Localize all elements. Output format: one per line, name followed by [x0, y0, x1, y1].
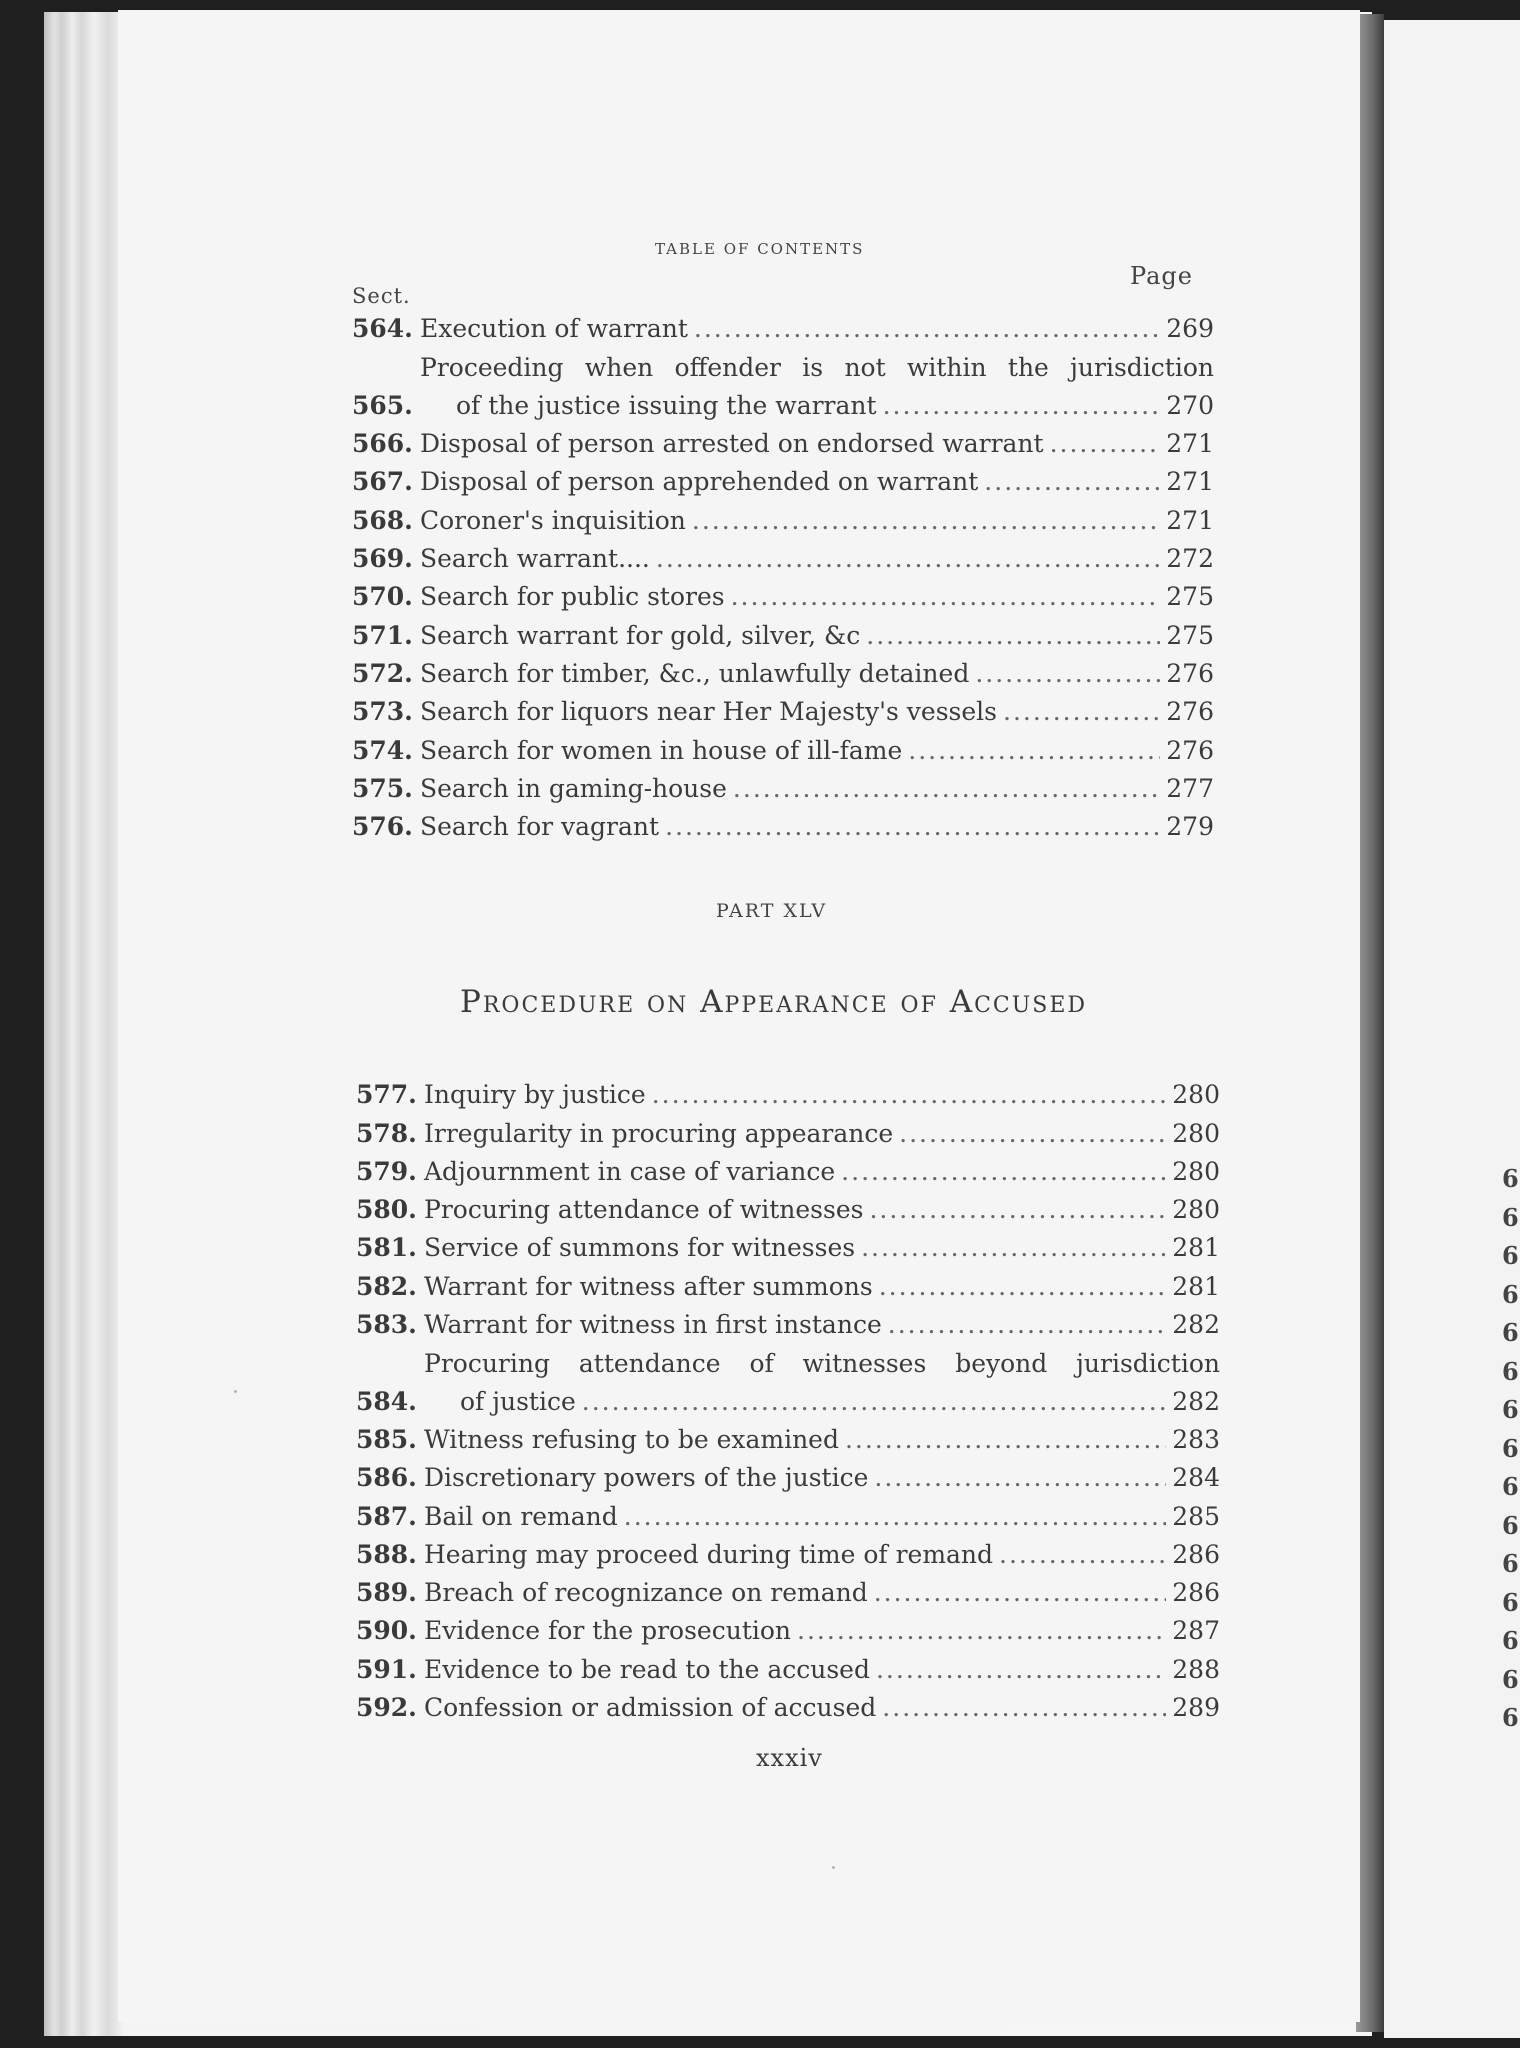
- entry-title-line: [420, 693, 1214, 731]
- entry-title-line: [424, 1651, 1220, 1689]
- section-number: 586.: [356, 1463, 417, 1493]
- entry-title-block: [420, 310, 1214, 348]
- entry-title-line: [420, 425, 1214, 463]
- entry-title-line: [424, 1153, 1220, 1191]
- entry-title-block: [420, 578, 1214, 616]
- page-column-head: Page: [1130, 262, 1193, 290]
- page-number: 286: [1172, 1539, 1220, 1569]
- page-number: 281: [1172, 1233, 1220, 1263]
- dot-leader: [731, 578, 1160, 616]
- section-column-head: Sect.: [352, 284, 411, 308]
- dot-leader: [692, 502, 1160, 540]
- page-number: 285: [1172, 1501, 1220, 1531]
- contents-entry: [356, 1650, 1220, 1688]
- entry-title-line: [420, 808, 1214, 846]
- contents-entry: [356, 1574, 1220, 1612]
- entry-title-line: [424, 1115, 1220, 1153]
- entry-title: Coroner's inquisition: [420, 505, 686, 535]
- page-number: 275: [1166, 582, 1214, 612]
- entry-title: Inquiry by justice: [424, 1080, 646, 1110]
- page-number: 269: [1166, 314, 1214, 344]
- entry-title-block: [424, 1345, 1220, 1421]
- dot-leader: [999, 1536, 1166, 1574]
- page-number: 271: [1166, 467, 1214, 497]
- contents-entry: [352, 616, 1214, 654]
- contents-entry: [356, 1421, 1220, 1459]
- entry-title: Search in gaming-house: [420, 773, 727, 803]
- dot-leader: [984, 463, 1160, 501]
- contents-list-top: [352, 310, 1214, 846]
- page-number: 280: [1172, 1195, 1220, 1225]
- contents-entry: [352, 540, 1214, 578]
- section-number: 589.: [356, 1578, 417, 1608]
- page-number: 270: [1166, 390, 1214, 420]
- entry-title-line: [424, 1574, 1220, 1612]
- entry-title-block: [420, 617, 1214, 655]
- page-number: 280: [1172, 1118, 1220, 1148]
- adjacent-page-fragment: 6: [1502, 1318, 1519, 1347]
- dot-leader: [876, 1651, 1166, 1689]
- dot-leader: [841, 1153, 1166, 1191]
- entry-title-block: [424, 1421, 1220, 1459]
- entry-title-line: [420, 732, 1214, 770]
- adjacent-page-fragment: 6: [1502, 1510, 1519, 1540]
- page-number: 271: [1166, 429, 1214, 459]
- section-number: 579.: [356, 1156, 417, 1186]
- contents-entry: [356, 1076, 1220, 1114]
- section-number: 578.: [356, 1118, 417, 1148]
- entry-title-line: [420, 540, 1214, 578]
- section-number: 591.: [356, 1654, 417, 1684]
- contents-entry: [356, 1344, 1220, 1421]
- entry-title-block: [420, 808, 1214, 846]
- entry-title-line: [420, 463, 1214, 501]
- paper-speck: [234, 1390, 237, 1393]
- page-number: 283: [1172, 1424, 1220, 1454]
- entry-title-block: [420, 502, 1214, 540]
- contents-entry: [352, 770, 1214, 808]
- entry-title: Search for public stores: [420, 582, 725, 612]
- entry-title-block: [424, 1574, 1220, 1612]
- entry-title-block: [424, 1689, 1220, 1727]
- section-number: 573.: [352, 697, 413, 727]
- entry-title: of the justice issuing the warrant: [456, 390, 877, 420]
- dot-leader: [624, 1498, 1166, 1536]
- dot-leader: [874, 1574, 1166, 1612]
- section-number: 590.: [356, 1616, 417, 1646]
- entry-title-block: [420, 425, 1214, 463]
- page-number: 287: [1172, 1616, 1220, 1646]
- entry-title-block: [424, 1536, 1220, 1574]
- entry-title-line: [424, 1536, 1220, 1574]
- page-number: 284: [1172, 1463, 1220, 1493]
- section-number: 572.: [352, 658, 413, 688]
- section-number: 577.: [356, 1080, 417, 1110]
- section-number: 581.: [356, 1233, 417, 1263]
- entry-title-block: [424, 1115, 1220, 1153]
- contents-entry: [356, 1459, 1220, 1497]
- adjacent-page-fragment: 6: [1502, 1626, 1519, 1655]
- adjacent-page-fragment: 6: [1502, 1202, 1519, 1232]
- entry-title: Procuring attendance of witnesses: [424, 1195, 864, 1225]
- part-label: PART XLV: [716, 900, 828, 922]
- entry-title-line: Proceeding when offender is not within the jurisdiction: [420, 352, 1214, 382]
- entry-title-line: [424, 1459, 1220, 1497]
- page-number: 271: [1166, 505, 1214, 535]
- section-number: 571.: [352, 620, 413, 650]
- contents-entry: [356, 1612, 1220, 1650]
- entry-title: Confession or admission of accused: [424, 1693, 877, 1723]
- adjacent-page-fragment: 6: [1502, 1356, 1519, 1386]
- contents-entry: [352, 463, 1214, 501]
- dot-leader: [861, 1229, 1166, 1267]
- dot-leader: [665, 808, 1160, 846]
- contents-list-bottom: [356, 1076, 1220, 1727]
- entry-title: Bail on remand: [424, 1501, 618, 1531]
- section-number: 582.: [356, 1271, 417, 1301]
- section-number: 570.: [352, 582, 413, 612]
- entry-title: Hearing may proceed during time of remand: [424, 1539, 994, 1569]
- entry-title: Warrant for witness after summons: [424, 1271, 873, 1301]
- contents-entry: [356, 1153, 1220, 1191]
- dot-leader: [733, 770, 1160, 808]
- entry-title-block: [424, 1076, 1220, 1114]
- entry-title-line: [424, 1191, 1220, 1229]
- section-number: 565.: [352, 390, 413, 420]
- entry-title-line: [424, 1268, 1220, 1306]
- entry-title: of justice: [460, 1386, 576, 1416]
- entry-title: Evidence to be read to the accused: [424, 1654, 870, 1684]
- entry-title-line: [420, 578, 1214, 616]
- entry-title: Evidence for the prosecution: [424, 1616, 792, 1646]
- page-number: 280: [1172, 1156, 1220, 1186]
- contents-entry: [356, 1229, 1220, 1267]
- entry-title-block: [424, 1459, 1220, 1497]
- entry-title-line: [420, 617, 1214, 655]
- entry-title-block: [424, 1498, 1220, 1536]
- entry-title-block: [424, 1612, 1220, 1650]
- entry-title: Service of summons for witnesses: [424, 1233, 856, 1263]
- contents-entry: [352, 501, 1214, 539]
- adjacent-page-fragment: 6: [1502, 1164, 1519, 1193]
- entry-title-block: [420, 540, 1214, 578]
- entry-title-line: [424, 1076, 1220, 1114]
- dot-leader: [652, 1076, 1166, 1114]
- binding-gutter: [1356, 14, 1384, 2032]
- contents-entry: [352, 808, 1214, 846]
- entry-title: Search for vagrant: [420, 812, 660, 842]
- entry-title: Adjournment in case of variance: [424, 1156, 836, 1186]
- contents-entry: [352, 731, 1214, 769]
- page-number: 277: [1166, 773, 1214, 803]
- adjacent-page-fragment: 6: [1502, 1587, 1519, 1617]
- contents-entry: [356, 1306, 1220, 1344]
- adjacent-page-fragment: 6: [1502, 1664, 1519, 1694]
- dot-leader: [582, 1383, 1166, 1421]
- dot-leader: [656, 540, 1160, 578]
- section-number: 574.: [352, 735, 413, 765]
- entry-title-line: [424, 1612, 1220, 1650]
- dot-leader: [694, 310, 1160, 348]
- adjacent-page-fragment: 6: [1502, 1279, 1519, 1309]
- section-number: 569.: [352, 544, 413, 574]
- adjacent-page-fragment: 6: [1502, 1703, 1519, 1732]
- page-number: 288: [1172, 1654, 1220, 1684]
- dot-leader: [899, 1115, 1166, 1153]
- section-number: 584.: [356, 1386, 417, 1416]
- entry-title-block: [420, 349, 1214, 425]
- contents-entry: [352, 348, 1214, 425]
- entry-title-block: [424, 1191, 1220, 1229]
- contents-entry: [352, 310, 1214, 348]
- page-number: 289: [1172, 1693, 1220, 1723]
- entry-title-line: [420, 502, 1214, 540]
- entry-title: Warrant for witness in first instance: [424, 1310, 882, 1340]
- contents-entry: [356, 1536, 1220, 1574]
- dot-leader: [845, 1421, 1166, 1459]
- entry-title-line: [420, 310, 1214, 348]
- page-number: 275: [1166, 620, 1214, 650]
- dot-leader: [874, 1459, 1166, 1497]
- page-number: 282: [1172, 1386, 1220, 1416]
- contents-entry: [352, 578, 1214, 616]
- entry-title-block: [420, 655, 1214, 693]
- contents-entry: [356, 1497, 1220, 1535]
- page-number: 276: [1166, 735, 1214, 765]
- contents-entry: [352, 425, 1214, 463]
- section-number: 588.: [356, 1539, 417, 1569]
- dot-leader: [888, 1306, 1166, 1344]
- entry-title-block: [420, 732, 1214, 770]
- page-number: 286: [1172, 1578, 1220, 1608]
- section-number: 564.: [352, 314, 413, 344]
- section-number: 576.: [352, 812, 413, 842]
- entry-title-line: [424, 1498, 1220, 1536]
- entry-title-line: [420, 770, 1214, 808]
- contents-entry: [356, 1191, 1220, 1229]
- running-head: TABLE OF CONTENTS: [655, 240, 865, 258]
- page-number: 276: [1166, 658, 1214, 688]
- contents-entry: [352, 655, 1214, 693]
- page-number: 282: [1172, 1310, 1220, 1340]
- entry-title-block: [424, 1153, 1220, 1191]
- section-number: 583.: [356, 1310, 417, 1340]
- entry-title-line: [420, 655, 1214, 693]
- entry-title: Breach of recognizance on remand: [424, 1578, 868, 1608]
- contents-entry: [352, 693, 1214, 731]
- section-number: 585.: [356, 1424, 417, 1454]
- page-number: 276: [1166, 697, 1214, 727]
- dot-leader: [882, 1689, 1166, 1727]
- adjacent-page-edge: [1384, 20, 1520, 2038]
- entry-title: Search warrant....: [420, 544, 650, 574]
- section-number: 575.: [352, 773, 413, 803]
- entry-title-line: [424, 1306, 1220, 1344]
- paper-speck: [832, 1866, 835, 1869]
- dot-leader: [1050, 425, 1160, 463]
- section-number: 587.: [356, 1501, 417, 1531]
- entry-title-block: [420, 770, 1214, 808]
- entry-title: Disposal of person apprehended on warrant: [420, 467, 979, 497]
- section-number: 567.: [352, 467, 413, 497]
- adjacent-page-fragment: 6: [1502, 1549, 1519, 1578]
- adjacent-page-fragment: 6: [1502, 1433, 1519, 1463]
- entry-title: Search for liquors near Her Majesty's vessels: [420, 697, 997, 727]
- entry-title: Witness refusing to be examined: [424, 1424, 839, 1454]
- section-number: 568.: [352, 505, 413, 535]
- entry-title: Search warrant for gold, silver, &c: [420, 620, 861, 650]
- contents-entry: [356, 1267, 1220, 1305]
- adjacent-page-fragment: 6: [1502, 1472, 1519, 1501]
- entry-title: Search for women in house of ill-fame: [420, 735, 903, 765]
- entry-title-block: [424, 1229, 1220, 1267]
- dot-leader: [883, 387, 1160, 425]
- dot-leader: [879, 1268, 1166, 1306]
- entry-title-block: [424, 1651, 1220, 1689]
- entry-title-line: [424, 1421, 1220, 1459]
- page-number: 272: [1166, 544, 1214, 574]
- entry-title-line: [424, 1689, 1220, 1727]
- dot-leader: [869, 1191, 1166, 1229]
- adjacent-page-fragment: 6: [1502, 1241, 1519, 1270]
- dot-leader: [1003, 693, 1160, 731]
- entry-title-block: [424, 1306, 1220, 1344]
- dot-leader: [908, 732, 1160, 770]
- contents-entry: [356, 1114, 1220, 1152]
- page-number: 279: [1166, 812, 1214, 842]
- entry-title: Execution of warrant: [420, 314, 688, 344]
- part-title: Procedure on Appearance of Accused: [460, 984, 1088, 1020]
- entry-title: Search for timber, &c., unlawfully detained: [420, 658, 970, 688]
- entry-title: Discretionary powers of the justice: [424, 1463, 869, 1493]
- section-number: 580.: [356, 1195, 417, 1225]
- entry-title-line: [420, 387, 1214, 425]
- adjacent-page-fragment: 6: [1502, 1395, 1519, 1424]
- section-number: 566.: [352, 429, 413, 459]
- page-number: 281: [1172, 1271, 1220, 1301]
- entry-title-block: [424, 1268, 1220, 1306]
- entry-title-block: [420, 693, 1214, 731]
- contents-entry: [356, 1689, 1220, 1727]
- dot-leader: [975, 655, 1160, 693]
- entry-title: Irregularity in procuring appearance: [424, 1118, 894, 1148]
- page-folio: xxxiv: [756, 1744, 823, 1772]
- entry-title-block: [420, 463, 1214, 501]
- entry-title: Disposal of person arrested on endorsed warrant: [420, 429, 1044, 459]
- dot-leader: [797, 1612, 1166, 1650]
- page-number: 280: [1172, 1080, 1220, 1110]
- entry-title-line: [424, 1383, 1220, 1421]
- section-number: 592.: [356, 1693, 417, 1723]
- dot-leader: [866, 617, 1160, 655]
- entry-title-line: [424, 1229, 1220, 1267]
- entry-title-line: Procuring attendance of witnesses beyond jurisdiction: [424, 1348, 1220, 1378]
